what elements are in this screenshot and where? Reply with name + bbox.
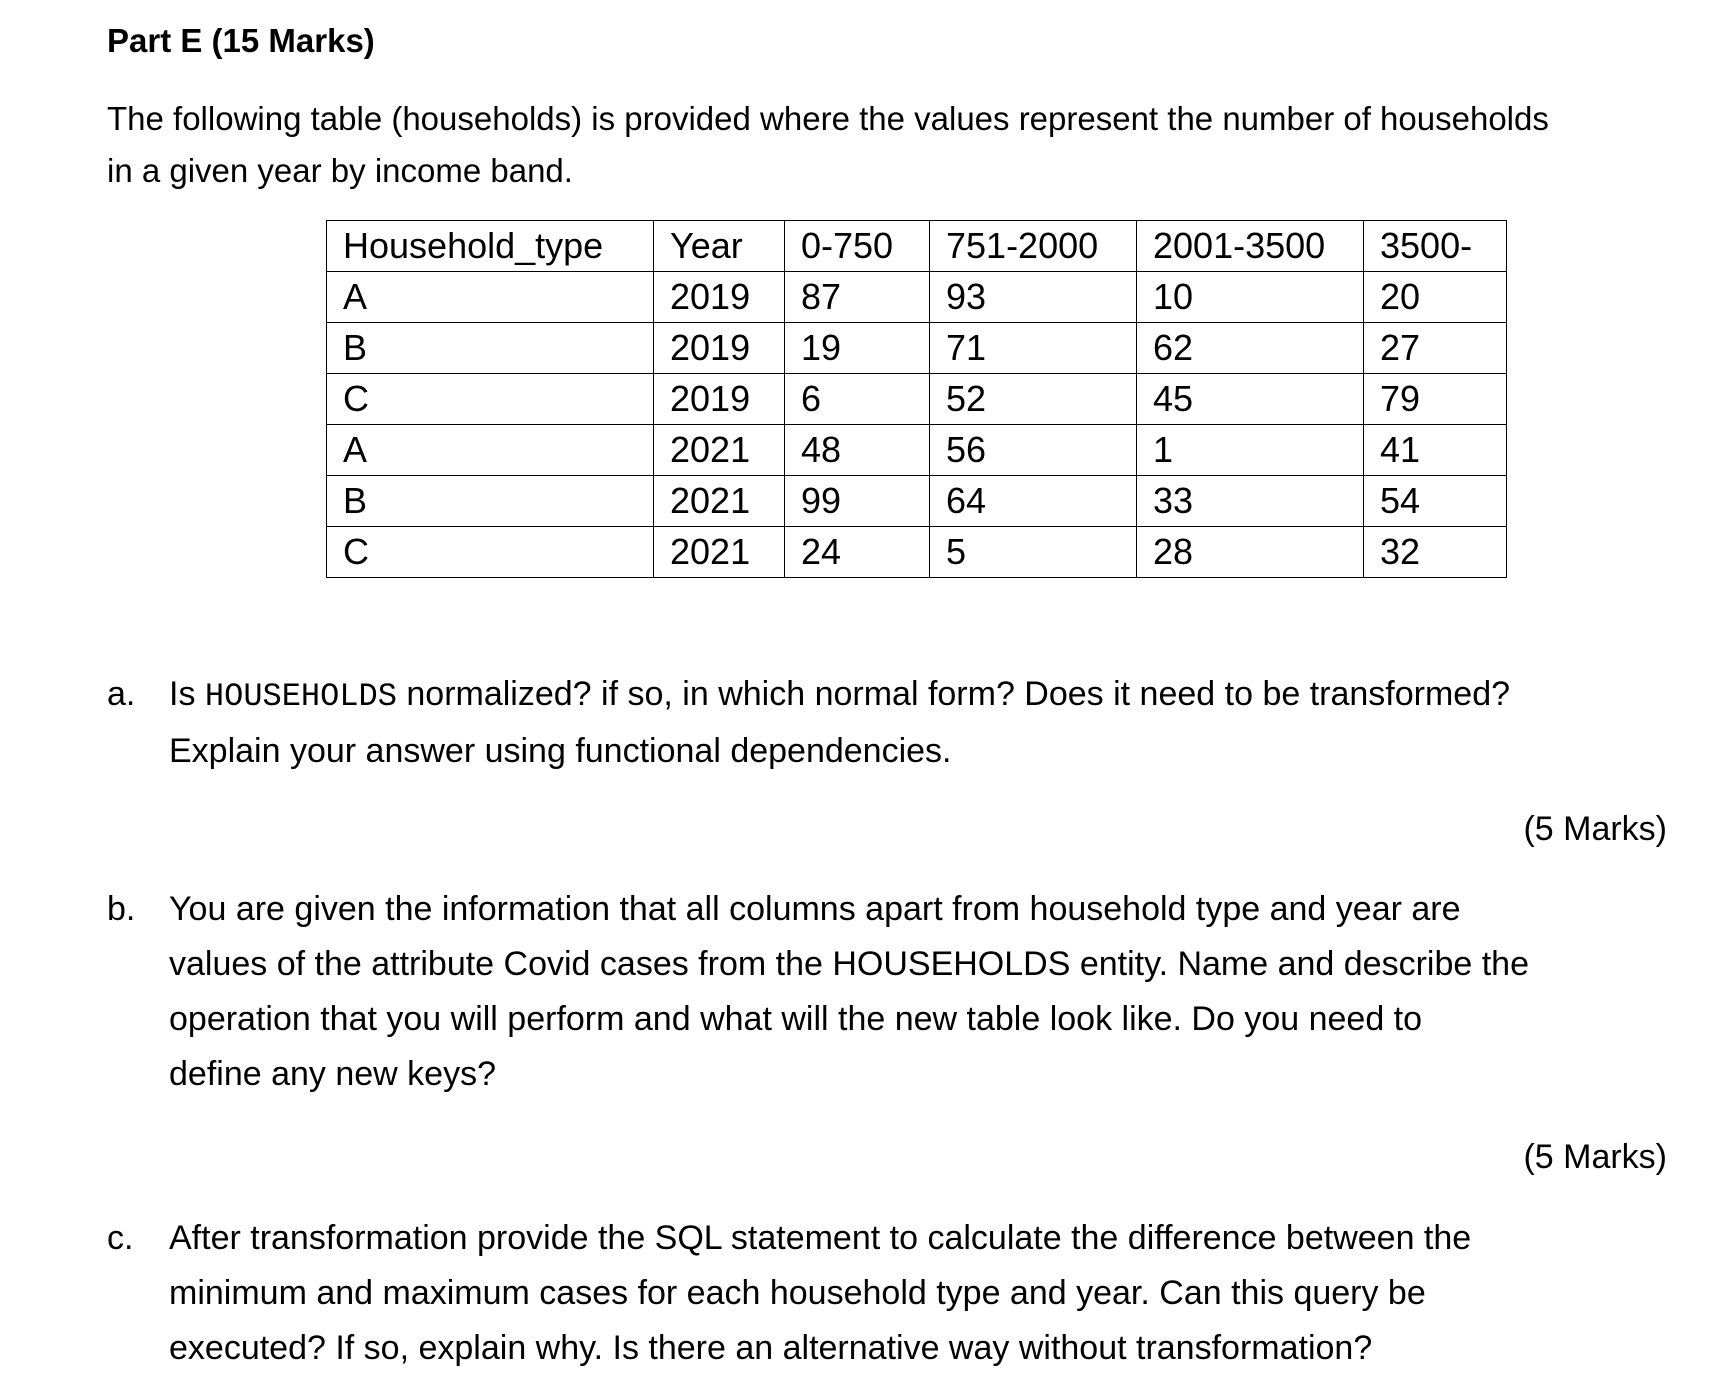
question-b-line-2: values of the attribute Covid cases from the HOUSEHOLDS entity. Name and describe the: [169, 945, 1529, 983]
cell-band-3500-plus: 20: [1364, 272, 1507, 323]
cell-band-0-750: 24: [785, 527, 930, 578]
cell-year: 2021: [654, 425, 785, 476]
table-row: [327, 476, 1507, 527]
cell-band-3500-plus: 79: [1364, 374, 1507, 425]
header-band-2001-3500: 2001-3500: [1137, 221, 1364, 272]
question-a-post: normalized? if so, in which normal form? Does it need to be transformed?: [396, 675, 1511, 713]
cell-band-0-750: 87: [785, 272, 930, 323]
cell-band-3500-plus: 41: [1364, 425, 1507, 476]
question-a: [107, 667, 1667, 779]
question-a-line-1: [169, 667, 1667, 724]
table-row: [327, 323, 1507, 374]
question-a-pre: Is: [169, 675, 205, 713]
question-c-line-2: minimum and maximum cases for each household type and year. Can this query be: [169, 1274, 1426, 1312]
cell-band-751-2000: 52: [930, 374, 1137, 425]
question-c-line-1: After transformation provide the SQL statement to calculate the difference between the: [169, 1219, 1472, 1257]
question-b-letter: b.: [107, 890, 136, 928]
households-table: [326, 220, 1507, 578]
intro-paragraph: [107, 93, 1677, 197]
cell-household-type: B: [327, 323, 654, 374]
table-row: [327, 527, 1507, 578]
question-a-letter: a.: [107, 675, 136, 713]
question-c-text: [169, 1211, 1667, 1376]
cell-year: 2019: [654, 323, 785, 374]
intro-line-2: in a given year by income band.: [107, 152, 573, 189]
cell-band-2001-3500: 45: [1137, 374, 1364, 425]
table-row: [327, 272, 1507, 323]
cell-year: 2021: [654, 476, 785, 527]
cell-band-751-2000: 93: [930, 272, 1137, 323]
table-row: [327, 374, 1507, 425]
cell-band-0-750: 19: [785, 323, 930, 374]
cell-band-2001-3500: 62: [1137, 323, 1364, 374]
cell-year: 2021: [654, 527, 785, 578]
question-c-line-3: executed? If so, explain why. Is there an alternative way without transformation?: [169, 1329, 1373, 1367]
intro-line-1: The following table (households) is provided where the values represent the number of households: [107, 100, 1549, 137]
cell-band-751-2000: 64: [930, 476, 1137, 527]
question-b: [107, 882, 1667, 1102]
question-b-line-3: operation that you will perform and what will the new table look like. Do you need to: [169, 1000, 1423, 1038]
question-b-text: [169, 882, 1667, 1102]
cell-year: 2019: [654, 272, 785, 323]
table-header-row: [327, 221, 1507, 272]
cell-band-2001-3500: 28: [1137, 527, 1364, 578]
question-a-text: [169, 667, 1667, 779]
question-c: [107, 1211, 1667, 1376]
question-a-line-2: Explain your answer using functional dependencies.: [169, 732, 952, 770]
cell-household-type: C: [327, 527, 654, 578]
cell-band-3500-plus: 27: [1364, 323, 1507, 374]
cell-band-0-750: 99: [785, 476, 930, 527]
header-household-type: Household_type: [327, 221, 654, 272]
table-row: [327, 425, 1507, 476]
cell-year: 2019: [654, 374, 785, 425]
cell-band-751-2000: 56: [930, 425, 1137, 476]
question-c-letter: c.: [107, 1219, 134, 1257]
header-band-0-750: 0-750: [785, 221, 930, 272]
cell-band-0-750: 6: [785, 374, 930, 425]
cell-band-751-2000: 71: [930, 323, 1137, 374]
households-code: HOUSEHOLDS: [204, 678, 397, 715]
cell-household-type: A: [327, 272, 654, 323]
header-band-751-2000: 751-2000: [930, 221, 1137, 272]
cell-household-type: C: [327, 374, 654, 425]
cell-band-3500-plus: 54: [1364, 476, 1507, 527]
cell-band-751-2000: 5: [930, 527, 1137, 578]
header-year: Year: [654, 221, 785, 272]
header-band-3500-plus: 3500-: [1364, 221, 1507, 272]
question-b-marks: (5 Marks): [1523, 1138, 1667, 1176]
question-a-marks: (5 Marks): [1523, 810, 1667, 848]
cell-band-2001-3500: 1: [1137, 425, 1364, 476]
question-b-line-1: You are given the information that all columns apart from household type and year are: [169, 890, 1461, 928]
cell-band-2001-3500: 10: [1137, 272, 1364, 323]
cell-household-type: A: [327, 425, 654, 476]
question-b-line-4: define any new keys?: [169, 1055, 496, 1093]
part-title: Part E (15 Marks): [107, 22, 375, 59]
cell-band-3500-plus: 32: [1364, 527, 1507, 578]
cell-household-type: B: [327, 476, 654, 527]
cell-band-0-750: 48: [785, 425, 930, 476]
cell-band-2001-3500: 33: [1137, 476, 1364, 527]
